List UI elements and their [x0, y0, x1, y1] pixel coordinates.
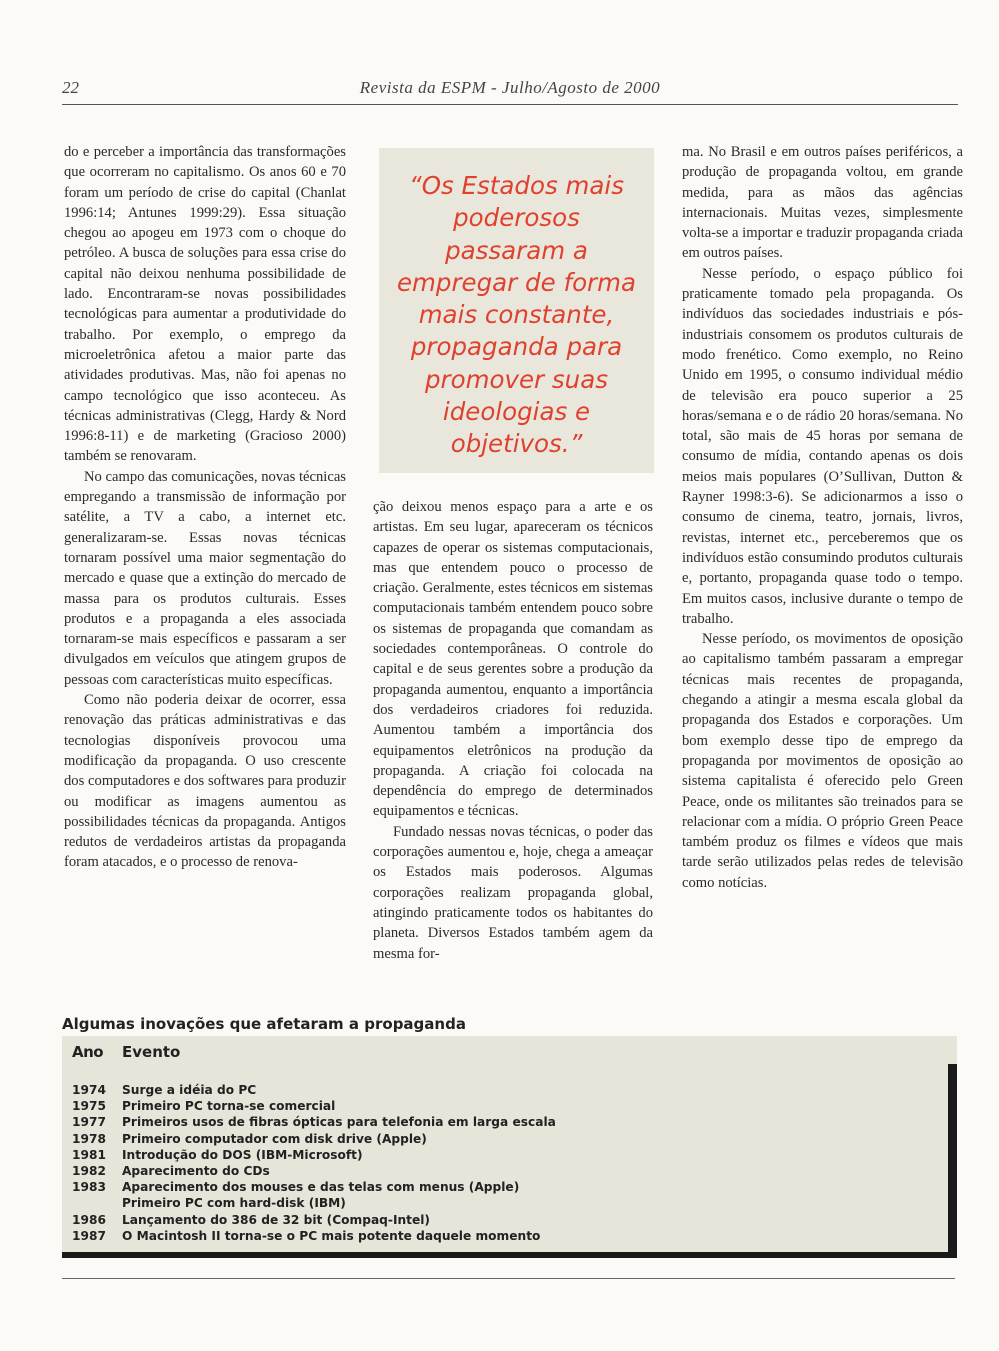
pull-quote: [379, 148, 654, 473]
pull-quote-line: mais constante,: [418, 300, 615, 330]
paragraph: do e perceber a importância das transformações que ocorreram no capitalismo. Os anos 60 e 70 foram um período de crise do capital (Chanlat 1996:14; Antunes 1999:29). Essa situação chegou ao apogeu em 1973 com o choque do petróleo. A busca de soluções para essa crise do capital não deixou nenhuma possibilidade de lado. Encontraram-se novas possibilidades tecnológicas para aumentar a produtividade do trabalho. Por exemplo, o emprego da microeletrônica afetou a maior parte das atividades produtivas. Mas, não foi apenas no campo tecnológico que isso aconteceu. As técnicas administrativas (Clegg, Hardy & Nord 1996:8-11) e de marketing (Gracioso 2000) também se renovaram.: [64, 144, 346, 465]
row-year: 1986: [72, 1212, 106, 1227]
table-row: [72, 1131, 556, 1147]
pull-quote-line: empregar de forma: [396, 267, 637, 297]
row-event: Primeiro PC com hard-disk (IBM): [122, 1196, 346, 1211]
row-year: 1982: [72, 1164, 106, 1179]
table-row: [72, 1195, 556, 1211]
paragraph: Fundado nessas novas técnicas, o poder das corporações aumentou e, hoje, chega a ameaçar os Estados mais poderosos. Algumas corporações realizam propaganda global, atingindo praticamente todos os habitantes do planeta. Diversos Estados também agem da mesma for-: [373, 823, 653, 962]
table-row: [72, 1228, 556, 1244]
row-year: 1978: [72, 1131, 106, 1146]
table-rows: [72, 1082, 556, 1244]
row-event: Lançamento do 386 de 32 bit (Compaq-Intel): [122, 1212, 430, 1227]
column-header-event: Evento: [122, 1043, 181, 1061]
row-year: 1977: [72, 1115, 106, 1130]
row-year: 1983: [72, 1180, 106, 1195]
article-column-1: [64, 142, 346, 873]
table-row: [72, 1098, 556, 1114]
running-head: Revista da ESPM - Julho/Agosto de 2000: [359, 78, 661, 97]
row-event: Primeiro computador com disk drive (Apple): [122, 1131, 427, 1146]
paragraph: No campo das comunicações, novas técnicas empregando a transmissão de informação por satélite, a TV a cabo, a internet etc. generalizaram-se. Essas novas técnicas tornaram possível uma maior segmentação do mercado e quase que a extinção do mercado de massa para os produtos culturais. Esses produtos e a propaganda a eles associada tornaram-se mais específicos e passaram a ser divulgados em veículos que atingem grupos de pessoas com características muito específicas.: [64, 468, 346, 688]
pull-quote-line: “Os Estados mais: [409, 171, 624, 200]
paragraph: ção deixou menos espaço para a arte e os artistas. Em seu lugar, apareceram os técnicos capazes de operar os sistemas computacionais, mas que entendem pouco o processo de criação. Geralmente, estes técnicos em sistemas computacionais também entendem pouco sobre os sistemas de propaganda que comandam as sociedades contemporâneas. O controle do capital e de seus gerentes sobre a produção da propaganda aumentou, enquanto a importância dos verdadeiros criadores foi reduzida. Aumentou também a importância dos equipamentos eletrônicos na produção da propaganda. A criação foi colocada na dependência do emprego de determinados equipamentos e técnicas.: [373, 499, 653, 820]
table-row: [72, 1179, 556, 1195]
table-row: [72, 1114, 556, 1130]
row-year: 1981: [72, 1147, 106, 1162]
page-header: [62, 78, 958, 105]
table-title: Algumas inovações que afetaram a propaganda: [62, 1015, 466, 1033]
page-number: 22: [62, 78, 79, 97]
pull-quote-line: poderosos: [453, 203, 580, 233]
article-column-3: [682, 142, 963, 893]
table-row: [72, 1212, 556, 1228]
column-header-year: Ano: [72, 1043, 104, 1061]
table-row: [72, 1082, 556, 1098]
paragraph: Nesse período, o espaço público foi praticamente tomado pela propaganda. Os indivíduos das sociedades industriais e pós-industriais consomem os produtos culturais de modo frenético. Como exemplo, no Reino Unido em 1995, o consumo individual médio de televisão era pouco superior a 25 horas/semana e o de rádio 20 horas/semana. No total, são mais de 45 horas por semana de consumo de mídia, contando apenas os dois meios mais populares (O’Sullivan, Dutton & Rayner 1998:3-6). Se adicionarmos a isso o consumo de cinema, teatro, jornais, livros, revistas, internet etc., perceberemos que os indivíduos estão consumindo produtos culturais e, portanto, propaganda quase todo o tempo. Em muitos casos, inclusive durante o tempo de trabalho.: [682, 265, 963, 627]
pull-quote-line: objetivos.”: [450, 429, 583, 459]
row-event: Aparecimento dos mouses e das telas com menus (Apple): [122, 1180, 520, 1195]
row-event: Primeiro PC torna-se comercial: [122, 1099, 336, 1114]
paragraph: ma. No Brasil e em outros países periféricos, a produção de propaganda voltou, em grande medida, para as mãos das agências internacionais. Muitas vezes, simplesmente volta-se a importar e traduzir propaganda criada em outros países.: [682, 144, 963, 262]
row-year: 1975: [72, 1099, 106, 1114]
pull-quote-line: propaganda para: [410, 332, 623, 362]
innovations-table: [62, 1036, 957, 1258]
row-event: O Macintosh II torna-se o PC mais potente daquele momento: [122, 1228, 541, 1243]
row-event: Surge a idéia do PC: [122, 1083, 257, 1097]
row-year: 1987: [72, 1228, 106, 1243]
pull-quote-line: ideologias e: [442, 397, 591, 427]
row-event: Aparecimento do CDs: [122, 1164, 270, 1179]
row-event: Introdução do DOS (IBM-Microsoft): [122, 1147, 363, 1162]
row-year: 1974: [72, 1083, 106, 1097]
paragraph: Como não poderia deixar de ocorrer, essa renovação das práticas administrativas e das tecnologias disponíveis provocou uma modificação da propaganda. O uso crescente dos computadores e dos softwares para produzir ou modificar as imagens aumentou as possibilidades técnicas da propaganda. Antigos redutos de verdadeiros artistas da propaganda foram atacados, e o processo de renova-: [64, 692, 346, 871]
row-event: Primeiros usos de fibras ópticas para telefonia em larga escala: [122, 1115, 556, 1130]
pull-quote-line: passaram a: [445, 235, 588, 265]
paragraph: Nesse período, os movimentos de oposição ao capitalismo também passaram a empregar técnicas mais recentes de propaganda, chegando a atingir a mesma escala global da propaganda dos Estados e corporações. Um bom exemplo desse tipo de emprego da propaganda por movimentos de oposição ao sistema capitalista é oferecido pelo Green Peace, onde os militantes são treinados para se relacionar com a mídia. O próprio Green Peace também produz os filmes e vídeos que mais tarde serão utilizados pelas redes de televisão como notícias.: [682, 631, 963, 891]
table-row: [72, 1163, 556, 1179]
row-year: [72, 1195, 122, 1211]
article-column-2: [373, 497, 653, 964]
footer-rule: [62, 1278, 955, 1279]
table-row: [72, 1147, 556, 1163]
pull-quote-line: promover suas: [425, 364, 608, 394]
